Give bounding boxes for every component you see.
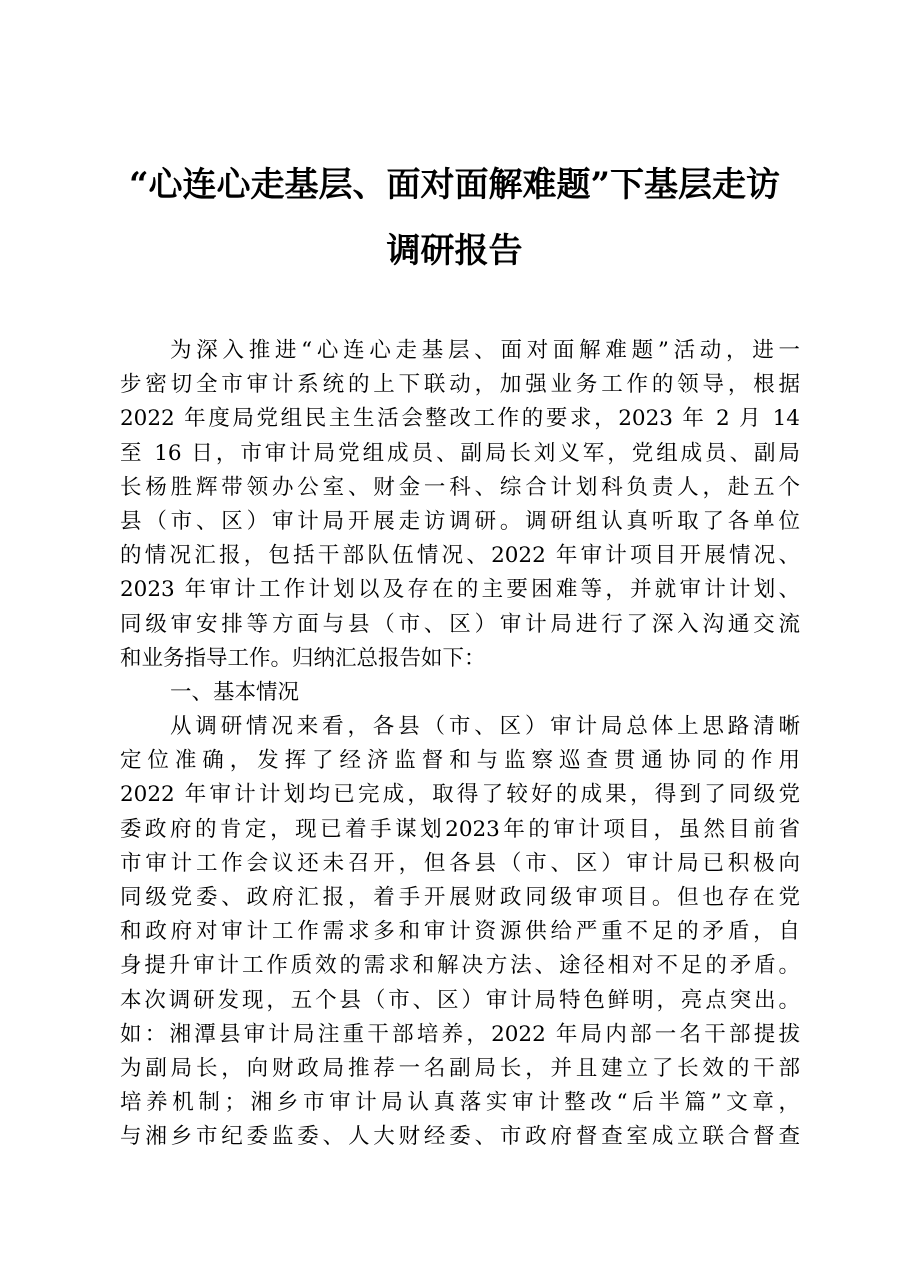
- body-line: 2023 年审计工作计划以及存在的主要困难等，并就审计计划、: [120, 577, 800, 603]
- body-line: 和政府对审计工作需求多和审计资源供给严重不足的矛盾，自: [120, 919, 800, 945]
- document-title-line-2: 调研报告: [386, 231, 523, 271]
- body-line: 委政府的肯定，现已着手谋划2023年的审计项目，虽然目前省: [120, 816, 800, 842]
- body-line: 至 16 日，市审计局党组成员、副局长刘义军，党组成员、副局: [120, 440, 800, 466]
- body-line: 从调研情况来看，各县（市、区）审计局总体上思路清晰: [170, 714, 800, 740]
- document-title-line-1: “心连心走基层、面对面解难题”下基层走访: [128, 165, 781, 205]
- body-line: 县（市、区）审计局开展走访调研。调研组认真听取了各单位: [120, 508, 800, 534]
- body-line: 与湘乡市纪委监委、人大财经委、市政府督查室成立联合督查: [120, 1124, 800, 1150]
- body-line: 2022 年度局党组民主生活会整改工作的要求，2023 年 2 月 14: [120, 406, 800, 432]
- document-body: [120, 334, 800, 1155]
- body-line: 为深入推进“心连心走基层、面对面解难题”活动，进一: [170, 338, 800, 363]
- body-line: 同级党委、政府汇报，着手开展财政同级审项目。但也存在党: [120, 885, 800, 910]
- body-line: 和业务指导工作。归纳汇总报告如下：: [120, 645, 486, 671]
- body-line: 2022 年审计计划均已完成，取得了较好的成果，得到了同级党: [120, 782, 800, 808]
- body-line: 长杨胜辉带领办公室、财金一科、综合计划科负责人，赴五个: [120, 474, 800, 500]
- body-line: 步密切全市审计系统的上下联动，加强业务工作的领导，根据: [120, 372, 800, 398]
- body-line: 同级审安排等方面与县（市、区）审计局进行了深入沟通交流: [120, 611, 800, 637]
- body-line: 培养机制；湘乡市审计局认真落实审计整改“后半篇”文章，: [120, 1090, 800, 1116]
- body-line: 市审计工作会议还未召开，但各县（市、区）审计局已积极向: [120, 850, 800, 876]
- body-line: 为副局长，向财政局推荐一名副局长，并且建立了长效的干部: [120, 1055, 800, 1081]
- body-line: 身提升审计工作质效的需求和解决方法、途径相对不足的矛盾。: [120, 953, 800, 979]
- section-heading: 一、基本情况: [170, 679, 300, 705]
- body-line: 的情况汇报，包括干部队伍情况、2022 年审计项目开展情况、: [120, 543, 800, 569]
- body-line: 本次调研发现，五个县（市、区）审计局特色鲜明，亮点突出。: [120, 987, 800, 1013]
- body-line: 如：湘潭县审计局注重干部培养，2022 年局内部一名干部提拔: [120, 1021, 800, 1047]
- body-line: 定位准确，发挥了经济监督和与监察巡查贯通协同的作用: [120, 748, 800, 774]
